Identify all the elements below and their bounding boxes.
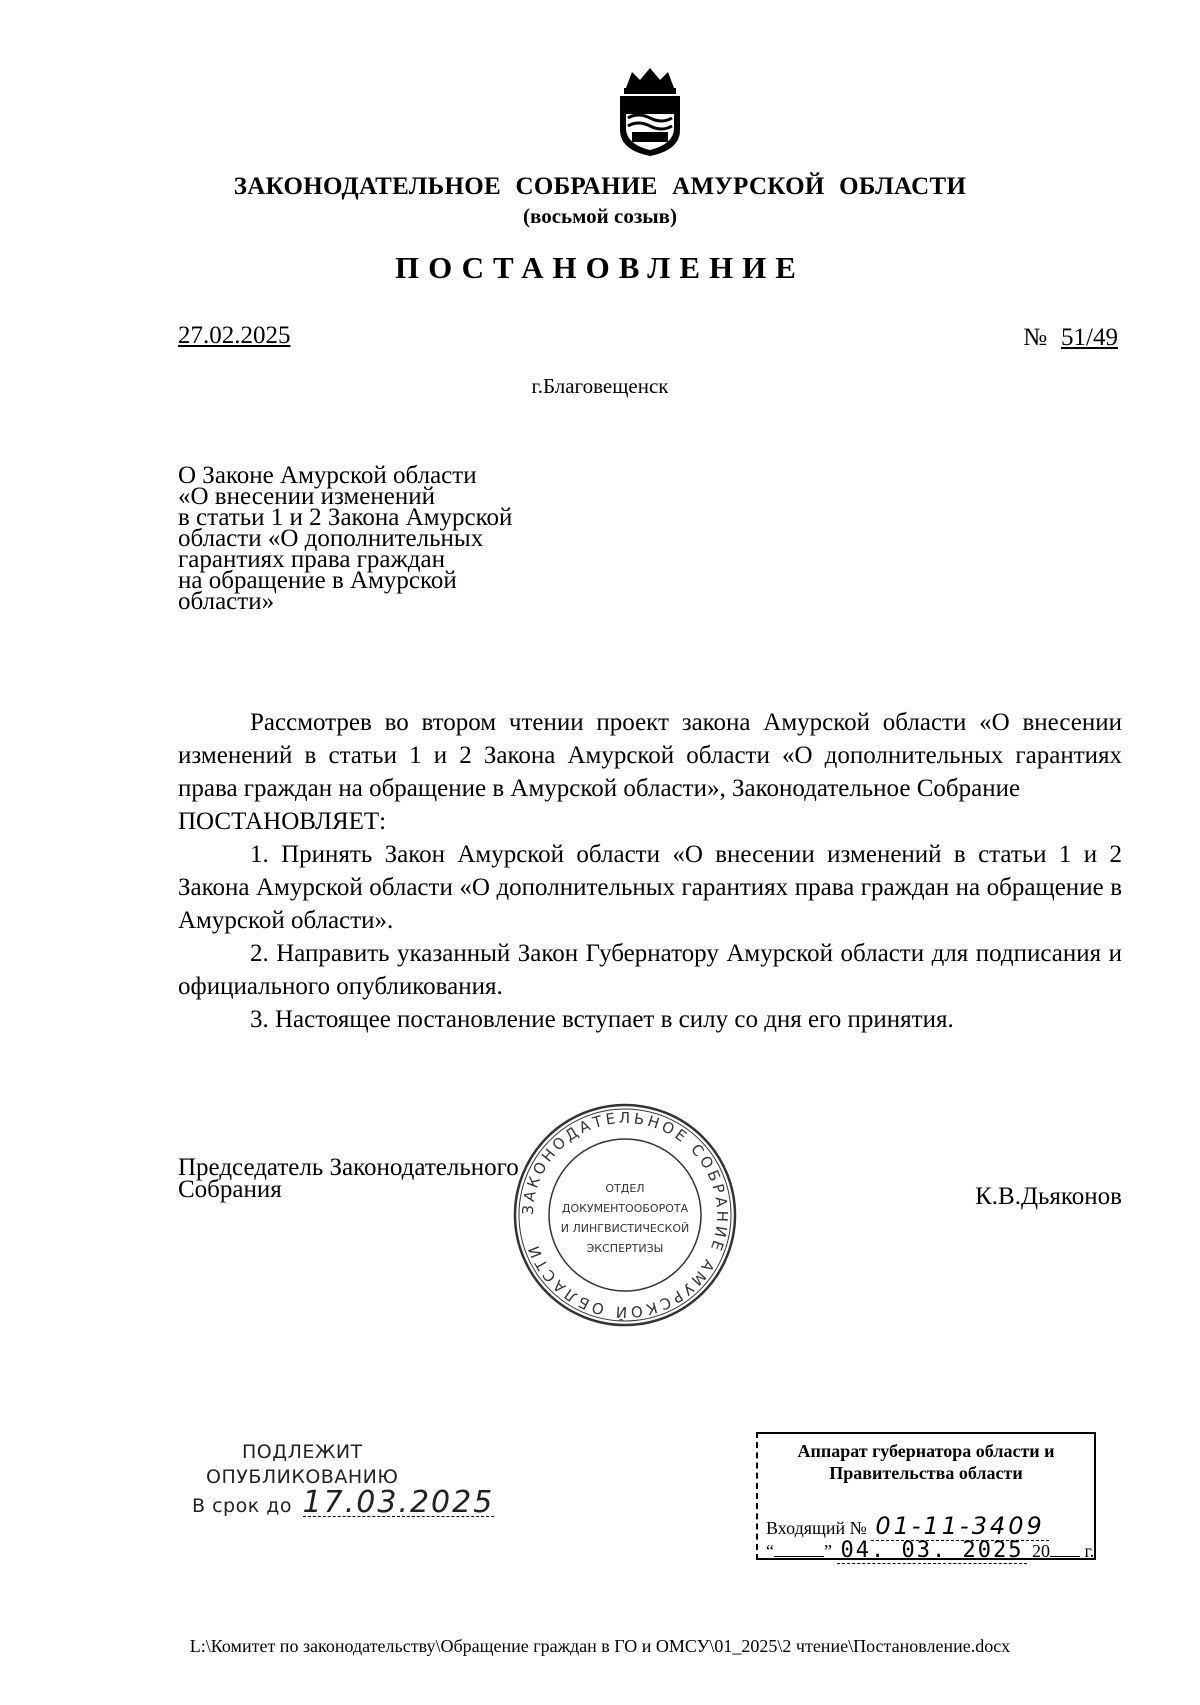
subject-line: на обращение в Амурской [178, 567, 457, 594]
subject-line: гарантиях права граждан [178, 546, 445, 573]
incoming-number: 01-11-3409 [871, 1512, 1048, 1541]
svg-text:ЗАКОНОДАТЕЛЬНОЕ СОБРАНИЕ АМУРС [519, 1109, 731, 1322]
year-prefix: 20 [1031, 1541, 1050, 1561]
incoming-number-row [766, 1512, 1049, 1540]
publication-stamp-line: ОПУБЛИКОВАНИЮ [206, 1466, 399, 1488]
incoming-date: 04. 03. 2025 [837, 1538, 1028, 1564]
subject-line: «О внесении изменений [178, 483, 436, 510]
resolution-item: 3. Настоящее постановление вступает в силу со дня его принятия. [250, 1006, 954, 1033]
document-date: 27.02.2025 [178, 322, 291, 349]
number-value: 51/49 [1061, 324, 1118, 351]
seal-inner-line: ОТДЕЛ [605, 1182, 645, 1195]
seal-inner-line: ДОКУМЕНТООБОРОТА [561, 1202, 689, 1215]
signatory-title [178, 1154, 519, 1203]
subject-line: в статьи 1 и 2 Закона Амурской [178, 504, 513, 531]
seal-ring-text: ЗАКОНОДАТЕЛЬНОЕ СОБРАНИЕ АМУРСКОЙ ОБЛАСТИ [518, 1108, 732, 1322]
signatory-title-line: Собрания [178, 1176, 282, 1203]
document-number [1023, 324, 1118, 352]
document-city: г.Благовещенск [531, 374, 669, 398]
publication-stamp [192, 1440, 494, 1519]
number-label: № [1023, 324, 1048, 351]
coat-of-arms-icon [612, 66, 688, 158]
seal-inner-line: ЭКСПЕРТИЗЫ [586, 1242, 664, 1255]
org-title: ЗАКОНОДАТЕЛЬНОЕ СОБРАНИЕ АМУРСКОЙ ОБЛАСТИ [233, 173, 967, 200]
document-subject [178, 462, 598, 615]
convocation: (восьмой созыв) [523, 204, 677, 228]
registration-org-line: Правительства области [829, 1463, 1023, 1483]
publication-due-row [192, 1485, 495, 1520]
signatory-name: К.В.Дьяконов [975, 1183, 1122, 1210]
resolution-item: 2. Направить указанный Закон Губернатору Амурской области для подписания и официального опубликования. [178, 940, 1122, 1000]
preamble-paragraph: Рассмотрев во втором чтении проект закона Амурской области «О внесении изменений в статьи 1 и 2 Закона Амурской области «О дополнительных гарантиях права граждан на обращение в Амурской области», Законодательное Собрание [178, 709, 1122, 802]
year-suffix: г. [1084, 1541, 1095, 1561]
file-path-footer: L:\Комитет по законодательству\Обращение граждан в ГО и ОМСУ\01_2025\2 чтение\Постановление.docx [189, 1636, 1011, 1656]
subject-line: области» [178, 588, 275, 615]
registration-org-line: Аппарат губернатора области и [797, 1441, 1055, 1461]
due-label: В срок до [192, 1495, 292, 1517]
seal-inner-line: И ЛИНГВИСТИЧЕСКОЙ [560, 1222, 690, 1235]
due-date-handwritten: 17.03.2025 [302, 1485, 495, 1520]
registration-stamp [756, 1432, 1096, 1563]
subject-line: О Законе Амурской области [178, 462, 477, 489]
date-quote-open: “ [766, 1541, 774, 1561]
subject-line: области «О дополнительных [178, 525, 484, 552]
incoming-label: Входящий № [766, 1518, 867, 1538]
date-quote-close: ” [824, 1541, 832, 1561]
resolution-item: 1. Принять Закон Амурской области «О внесении изменений в статьи 1 и 2 Закона Амурской области «О дополнительных гарантиях права граждан на обращение в Амурской области». [178, 841, 1122, 934]
document-body [178, 706, 1122, 1036]
signatory-title-line: Председатель Законодательного [178, 1154, 519, 1181]
registration-org [758, 1440, 1094, 1484]
document-type-title: ПОСТАНОВЛЕНИЕ [395, 250, 805, 285]
incoming-date-row [766, 1538, 1094, 1563]
round-seal-stamp [510, 1100, 740, 1330]
resolves-heading: ПОСТАНОВЛЯЕТ: [178, 808, 387, 835]
publication-stamp-line: ПОДЛЕЖИТ [242, 1441, 363, 1463]
